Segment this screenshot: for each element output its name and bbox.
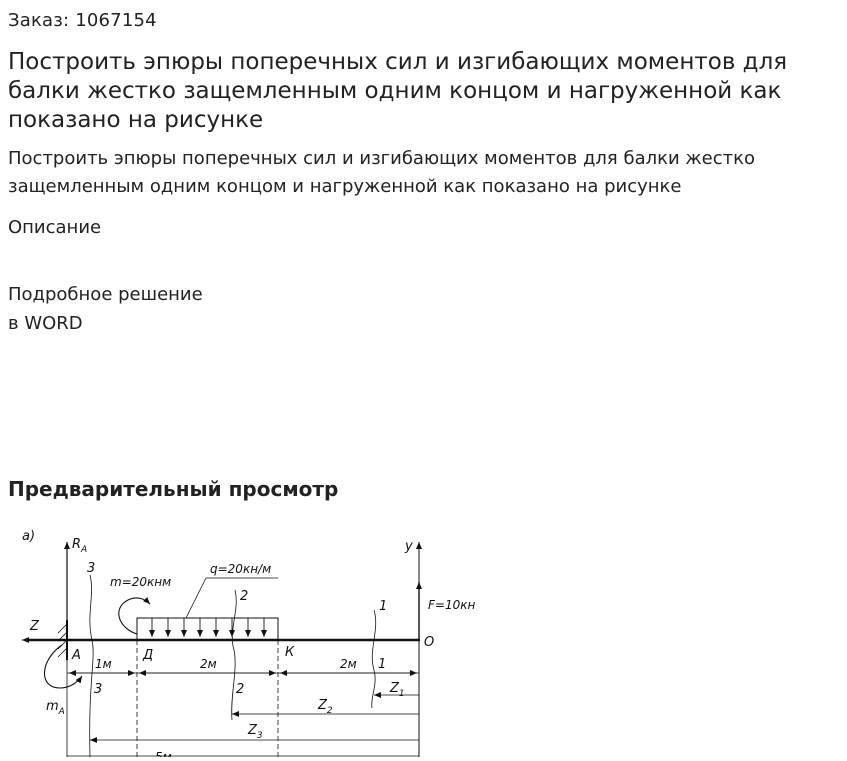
reaction-ra-label: $R_A$ xyxy=(72,537,88,555)
y-axis-label: y xyxy=(405,539,413,554)
load-leader xyxy=(186,578,206,618)
dim-2m-first: 2м xyxy=(200,657,217,671)
reaction-moment-label: $m_A$ xyxy=(46,699,65,717)
distributed-load-arrows xyxy=(152,618,264,637)
point-d-label: Д xyxy=(143,648,154,663)
section-3-top: 3 xyxy=(87,561,96,576)
preview-heading: Предварительный просмотр xyxy=(8,477,339,501)
applied-moment-arc xyxy=(119,598,150,634)
total-dimension-label: 5м xyxy=(155,750,172,757)
section-2-top: 2 xyxy=(240,589,249,604)
section-2-line xyxy=(232,590,237,720)
beam-diagram xyxy=(0,520,480,757)
dim-2m-second: 2м xyxy=(340,657,357,671)
point-o-label: О xyxy=(424,635,435,650)
point-k-label: К xyxy=(285,645,295,660)
solution-line-2: в WORD xyxy=(8,313,83,334)
z3-label: $Z_3$ xyxy=(248,723,263,741)
section-1-top: 1 xyxy=(379,599,388,614)
beam-svg xyxy=(0,520,480,757)
section-1-line xyxy=(372,610,376,708)
order-number: Заказ: 1067154 xyxy=(8,10,157,31)
load-label: q=20кн/м xyxy=(210,562,272,576)
distributed-load-box xyxy=(137,618,278,640)
dim-1m: 1м xyxy=(95,657,112,671)
section-2-bottom: 2 xyxy=(236,682,245,697)
page-title: Построить эпюры поперечных сил и изгибающих моментов для балки жестко защемленным одним концом и нагруженной как показано на рисунке xyxy=(8,49,788,133)
z2-label: $Z_2$ xyxy=(318,698,333,716)
force-f-label: F=10кн xyxy=(428,598,476,612)
fig-label: а) xyxy=(22,529,36,544)
task-description: Построить эпюры поперечных сил и изгибающих моментов для балки жестко защемленным одним концом и нагруженной как показано на рисунке xyxy=(8,148,755,197)
section-3-bottom: 3 xyxy=(94,682,103,697)
section-3-line xyxy=(90,575,93,757)
applied-moment-label: m=20кнм xyxy=(110,575,172,589)
section-1-bottom: 1 xyxy=(378,657,387,672)
description-heading: Описание xyxy=(8,217,102,238)
solution-line-1: Подробное решение xyxy=(8,284,203,305)
z1-label: $Z_1$ xyxy=(390,681,405,699)
z-axis-label: Z xyxy=(30,619,39,634)
solution-info xyxy=(8,280,203,338)
point-a-label: A xyxy=(72,648,81,663)
